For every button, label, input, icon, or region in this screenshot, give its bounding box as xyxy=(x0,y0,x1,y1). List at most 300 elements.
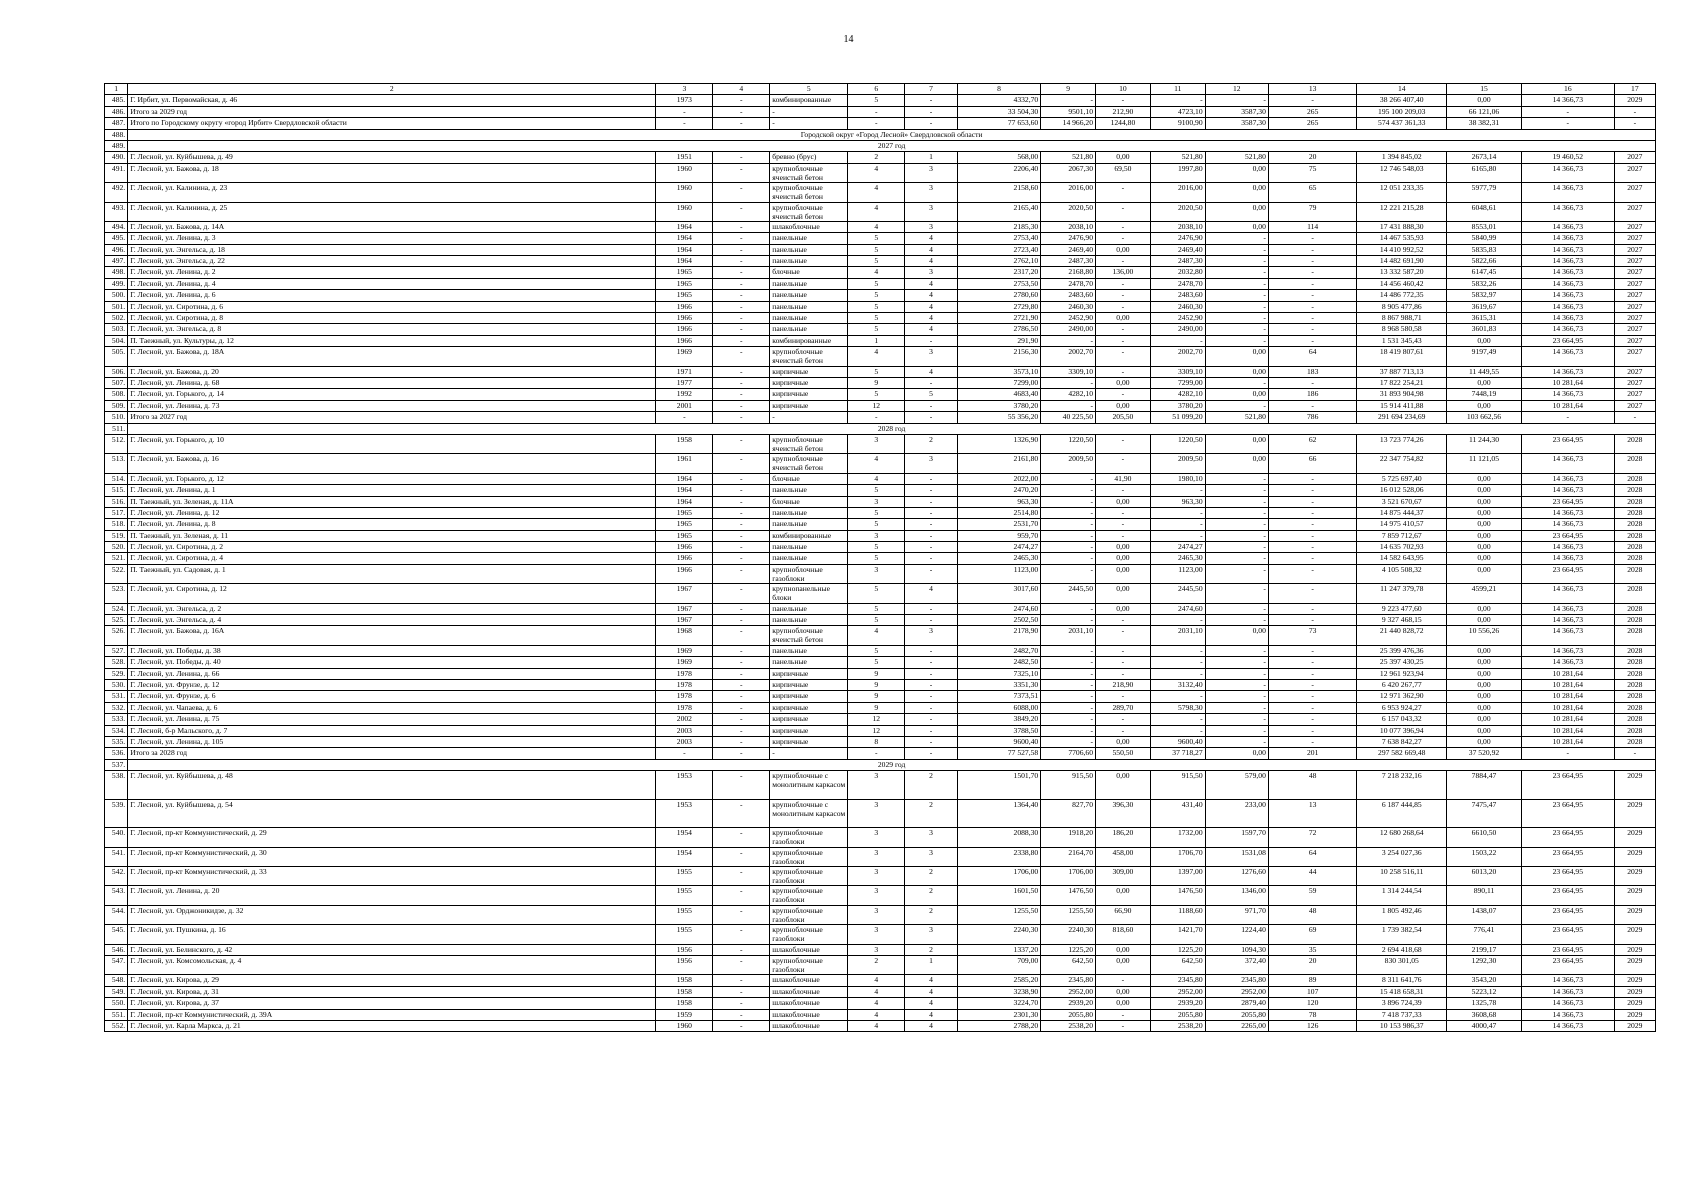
table-cell: - xyxy=(1268,256,1357,267)
table-cell: 59 xyxy=(1268,886,1357,905)
table-cell: кирпичные xyxy=(770,725,848,736)
row-number-cell: 519. xyxy=(105,530,128,541)
address-cell: Г. Лесной, ул. Куйбышева, д. 54 xyxy=(128,799,656,828)
table-cell: - xyxy=(713,542,770,553)
address-cell: Г. Лесной, ул. Ленина, д. 12 xyxy=(128,507,656,518)
table-cell: - xyxy=(713,347,770,366)
table-cell: 6 953 924,27 xyxy=(1357,702,1447,713)
table-cell: 3 xyxy=(848,799,905,828)
table-cell: 1094,30 xyxy=(1205,944,1268,955)
table-cell: 8553,01 xyxy=(1447,221,1522,232)
table-cell: 3238,90 xyxy=(957,986,1040,997)
table-cell: 2027 xyxy=(1614,301,1655,312)
table-cell: 4 xyxy=(905,1009,958,1020)
table-cell: - xyxy=(1041,473,1096,484)
table-cell: кирпичные xyxy=(770,668,848,679)
table-cell: 1969 xyxy=(656,657,713,668)
table-row xyxy=(105,944,1656,955)
table-cell: - xyxy=(713,603,770,614)
table-cell: 550,50 xyxy=(1096,748,1151,759)
address-cell: Г. Лесной, пр-кт Коммунистический, д. 29 xyxy=(128,828,656,847)
table-cell: 14 966,20 xyxy=(1041,118,1096,129)
address-cell: Г. Лесной, ул. Куйбышева, д. 49 xyxy=(128,152,656,163)
table-cell: 14 366,73 xyxy=(1521,553,1614,564)
table-cell: 2028 xyxy=(1614,626,1655,645)
table-cell: панельные xyxy=(770,615,848,626)
table-cell: 2029 xyxy=(1614,847,1655,866)
address-cell: Г. Лесной, ул. Комсомольская, д. 4 xyxy=(128,956,656,975)
column-number-cell: 10 xyxy=(1096,84,1151,95)
table-cell: 1438,07 xyxy=(1447,905,1522,924)
table-cell: 1326,90 xyxy=(957,434,1040,453)
table-cell: 2028 xyxy=(1614,519,1655,530)
table-cell: 0,00 xyxy=(1205,202,1268,221)
table-cell: 3849,20 xyxy=(957,714,1040,725)
row-number-cell: 491. xyxy=(105,163,128,182)
table-cell: 2029 xyxy=(1614,1009,1655,1020)
table-cell: 2474,60 xyxy=(1150,603,1205,614)
address-cell: Г. Лесной, ул. Кирова, д. 31 xyxy=(128,986,656,997)
table-cell: 0,00 xyxy=(1205,366,1268,377)
row-number-cell: 527. xyxy=(105,645,128,656)
address-cell: Г. Лесной, ул. Горького, д. 10 xyxy=(128,434,656,453)
table-cell: 6 157 043,32 xyxy=(1357,714,1447,725)
row-number-cell: 499. xyxy=(105,278,128,289)
table-cell: - xyxy=(713,485,770,496)
table-cell: 1188,60 xyxy=(1150,905,1205,924)
table-cell: 10 281,64 xyxy=(1521,736,1614,747)
table-cell: комбинированные xyxy=(770,95,848,106)
table-cell: - xyxy=(1150,657,1205,668)
table-cell: панельные xyxy=(770,256,848,267)
table-cell: 1958 xyxy=(656,998,713,1009)
table-cell: 0,00 xyxy=(1096,377,1151,388)
table-cell: 2490,00 xyxy=(1041,324,1096,335)
table-cell: - xyxy=(1096,485,1151,496)
table-cell: - xyxy=(1205,485,1268,496)
table-cell: - xyxy=(905,691,958,702)
row-number-cell: 509. xyxy=(105,400,128,411)
table-cell: 2027 xyxy=(1614,256,1655,267)
table-cell: 7 859 712,67 xyxy=(1357,530,1447,541)
table-row xyxy=(105,668,1656,679)
table-cell: 0,00 xyxy=(1096,886,1151,905)
table-cell: - xyxy=(713,106,770,117)
column-number-cell: 16 xyxy=(1521,84,1614,95)
table-cell: 1965 xyxy=(656,507,713,518)
table-cell: - xyxy=(1205,290,1268,301)
table-cell: 1337,20 xyxy=(957,944,1040,955)
table-row xyxy=(105,867,1656,886)
table-cell: 66,90 xyxy=(1096,905,1151,924)
table-cell: 1954 xyxy=(656,847,713,866)
table-cell: 6 420 267,77 xyxy=(1357,679,1447,690)
table-cell: 0,00 xyxy=(1096,771,1151,800)
table-cell: 183 xyxy=(1268,366,1357,377)
table-cell: 2028 xyxy=(1614,702,1655,713)
table-cell: 7299,00 xyxy=(957,377,1040,388)
table-cell: 9501,10 xyxy=(1041,106,1096,117)
table-cell: 5 xyxy=(848,366,905,377)
table-cell: - xyxy=(713,905,770,924)
row-number-cell: 506. xyxy=(105,366,128,377)
table-cell: 5 xyxy=(848,553,905,564)
table-cell: 2031,10 xyxy=(1041,626,1096,645)
table-cell: шлакоблочные xyxy=(770,1009,848,1020)
table-cell: 2753,40 xyxy=(957,233,1040,244)
table-cell: 0,00 xyxy=(1096,553,1151,564)
table-cell: 3 xyxy=(848,944,905,955)
table-cell: 0,00 xyxy=(1447,95,1522,106)
table-cell: 10 258 516,11 xyxy=(1357,867,1447,886)
table-cell: 2027 xyxy=(1614,267,1655,278)
table-cell: - xyxy=(713,335,770,346)
table-cell: крупноблочные газоблоки xyxy=(770,956,848,975)
table-cell: 1220,50 xyxy=(1150,434,1205,453)
table-cell: 1966 xyxy=(656,542,713,553)
table-cell: 0,00 xyxy=(1096,244,1151,255)
table-cell: 14 456 460,42 xyxy=(1357,278,1447,289)
table-cell: 1706,70 xyxy=(1150,847,1205,866)
table-row xyxy=(105,679,1656,690)
table-cell: 48 xyxy=(1268,905,1357,924)
table-cell: - xyxy=(770,412,848,423)
table-row xyxy=(105,603,1656,614)
table-cell: 10 153 986,37 xyxy=(1357,1020,1447,1031)
table-cell: 458,00 xyxy=(1096,847,1151,866)
table-cell: 4 xyxy=(848,1009,905,1020)
table-row xyxy=(105,998,1656,1009)
row-number-cell: 488. xyxy=(105,129,128,140)
table-cell: 14 366,73 xyxy=(1521,584,1614,603)
table-cell: - xyxy=(1205,584,1268,603)
table-cell: - xyxy=(713,925,770,944)
table-cell: - xyxy=(1041,702,1096,713)
table-cell: - xyxy=(1205,507,1268,518)
table-cell: 1292,30 xyxy=(1447,956,1522,975)
table-cell: 2 694 418,68 xyxy=(1357,944,1447,955)
table-cell: 0,00 xyxy=(1205,626,1268,645)
table-cell: 2009,50 xyxy=(1150,454,1205,473)
table-cell: - xyxy=(1205,473,1268,484)
table-cell: 10 556,26 xyxy=(1447,626,1522,645)
table-cell: 186 xyxy=(1268,389,1357,400)
address-cell: Итого за 2028 год xyxy=(128,748,656,759)
row-number-cell: 492. xyxy=(105,183,128,202)
table-cell: 2345,80 xyxy=(1205,975,1268,986)
table-cell: 23 664,95 xyxy=(1521,496,1614,507)
table-cell: - xyxy=(1205,702,1268,713)
table-cell: 776,41 xyxy=(1447,925,1522,944)
table-row xyxy=(105,152,1656,163)
table-cell: 2317,20 xyxy=(957,267,1040,278)
table-cell: 186,20 xyxy=(1096,828,1151,847)
table-row xyxy=(105,530,1656,541)
table-cell: 2027 xyxy=(1614,335,1655,346)
table-cell: кирпичные xyxy=(770,400,848,411)
table-cell: 20 xyxy=(1268,956,1357,975)
address-cell: Г. Лесной, ул. Ленина, д. 75 xyxy=(128,714,656,725)
table-cell: шлакоблочные xyxy=(770,944,848,955)
table-row xyxy=(105,454,1656,473)
table-cell: 2 xyxy=(905,886,958,905)
table-cell: - xyxy=(1150,691,1205,702)
table-cell: - xyxy=(713,986,770,997)
table-cell: - xyxy=(713,267,770,278)
table-cell: 1397,00 xyxy=(1150,867,1205,886)
table-cell: - xyxy=(905,714,958,725)
table-cell: 23 664,95 xyxy=(1521,956,1614,975)
table-cell: 3017,60 xyxy=(957,584,1040,603)
table-cell: 827,70 xyxy=(1041,799,1096,828)
table-cell: 3 xyxy=(848,564,905,583)
column-number-cell: 4 xyxy=(713,84,770,95)
table-cell: крупноблочные газоблоки xyxy=(770,925,848,944)
table-cell: 0,00 xyxy=(1096,496,1151,507)
table-cell: - xyxy=(1041,507,1096,518)
table-cell: - xyxy=(1150,615,1205,626)
table-cell: 107 xyxy=(1268,986,1357,997)
table-cell: 4 xyxy=(905,324,958,335)
table-cell: 14 366,73 xyxy=(1521,324,1614,335)
table-cell: - xyxy=(656,412,713,423)
row-number-cell: 521. xyxy=(105,553,128,564)
table-cell: 5 xyxy=(848,657,905,668)
table-cell: 2 xyxy=(905,799,958,828)
table-cell: 1 739 382,54 xyxy=(1357,925,1447,944)
table-cell: 3132,40 xyxy=(1150,679,1205,690)
table-cell: - xyxy=(905,106,958,117)
table-cell: 14 366,73 xyxy=(1521,615,1614,626)
table-cell: 4 xyxy=(848,221,905,232)
table-cell: 3309,10 xyxy=(1041,366,1096,377)
total-row xyxy=(105,118,1656,129)
table-cell: 521,80 xyxy=(1041,152,1096,163)
column-number-cell: 17 xyxy=(1614,84,1655,95)
table-cell: - xyxy=(1041,95,1096,106)
table-row xyxy=(105,244,1656,255)
table-cell: - xyxy=(905,603,958,614)
table-cell: 5832,97 xyxy=(1447,290,1522,301)
table-cell: 2445,50 xyxy=(1041,584,1096,603)
row-number-cell: 540. xyxy=(105,828,128,847)
table-cell: - xyxy=(656,748,713,759)
table-cell: 0,00 xyxy=(1447,725,1522,736)
table-cell: 0,00 xyxy=(1447,377,1522,388)
table-cell: 0,00 xyxy=(1447,645,1522,656)
table-cell: 13 xyxy=(1268,799,1357,828)
table-cell: - xyxy=(713,691,770,702)
table-cell: 3 xyxy=(848,847,905,866)
table-cell: - xyxy=(1205,542,1268,553)
table-cell: 2780,60 xyxy=(957,290,1040,301)
table-cell: 201 xyxy=(1268,748,1357,759)
table-cell: 9197,49 xyxy=(1447,347,1522,366)
table-cell: 1964 xyxy=(656,221,713,232)
table-cell: панельные xyxy=(770,233,848,244)
row-number-cell: 494. xyxy=(105,221,128,232)
address-cell: Г. Лесной, ул. Горького, д. 14 xyxy=(128,389,656,400)
table-cell: - xyxy=(713,668,770,679)
table-cell: 4 xyxy=(905,301,958,312)
table-cell: 2029 xyxy=(1614,828,1655,847)
table-cell: 3 xyxy=(905,267,958,278)
table-cell: 15 914 411,88 xyxy=(1357,400,1447,411)
table-cell: 2514,80 xyxy=(957,507,1040,518)
table-cell: - xyxy=(713,366,770,377)
table-cell: - xyxy=(1205,668,1268,679)
table-cell: 2027 xyxy=(1614,290,1655,301)
table-cell: 65 xyxy=(1268,183,1357,202)
row-number-cell: 500. xyxy=(105,290,128,301)
table-cell: - xyxy=(713,221,770,232)
address-cell: Г. Лесной, ул. Ленина, д. 73 xyxy=(128,400,656,411)
table-cell: 291,90 xyxy=(957,335,1040,346)
table-cell: - xyxy=(713,412,770,423)
table-cell: 212,90 xyxy=(1096,106,1151,117)
table-cell: - xyxy=(1205,691,1268,702)
table-cell: - xyxy=(1096,290,1151,301)
table-cell: - xyxy=(1521,412,1614,423)
table-row xyxy=(105,519,1656,530)
table-cell: крупноблочные ячеистый бетон xyxy=(770,163,848,182)
table-cell: 2027 xyxy=(1614,152,1655,163)
table-cell: 2753,50 xyxy=(957,278,1040,289)
table-cell: 73 xyxy=(1268,626,1357,645)
address-cell: Г. Лесной, ул. Кирова, д. 37 xyxy=(128,998,656,1009)
table-cell: 10 281,64 xyxy=(1521,668,1614,679)
section-row xyxy=(105,129,1656,140)
table-cell: 1964 xyxy=(656,256,713,267)
row-number-cell: 544. xyxy=(105,905,128,924)
address-cell: Г. Лесной, ул. Ленина, д. 2 xyxy=(128,267,656,278)
table-cell: 31 893 904,98 xyxy=(1357,389,1447,400)
table-cell: - xyxy=(905,485,958,496)
table-cell: 2445,50 xyxy=(1150,584,1205,603)
row-number-cell: 526. xyxy=(105,626,128,645)
page-number: 14 xyxy=(843,34,854,45)
table-cell: - xyxy=(713,290,770,301)
table-cell: 521,80 xyxy=(1205,152,1268,163)
column-number-cell: 15 xyxy=(1447,84,1522,95)
table-row xyxy=(105,366,1656,377)
table-cell: 2028 xyxy=(1614,603,1655,614)
table-cell: - xyxy=(1614,412,1655,423)
table-cell: 2038,10 xyxy=(1150,221,1205,232)
table-cell: 3 xyxy=(905,202,958,221)
table-cell: - xyxy=(1096,335,1151,346)
address-cell: Г. Лесной, ул. Бажова, д. 16А xyxy=(128,626,656,645)
table-cell: 2028 xyxy=(1614,530,1655,541)
row-number-cell: 516. xyxy=(105,496,128,507)
table-cell: 1255,50 xyxy=(957,905,1040,924)
table-cell: 1325,78 xyxy=(1447,998,1522,1009)
column-number-cell: 9 xyxy=(1041,84,1096,95)
table-cell: 2028 xyxy=(1614,507,1655,518)
table-cell: - xyxy=(848,118,905,129)
address-cell: Г. Лесной, ул. Карла Маркса, д. 21 xyxy=(128,1020,656,1031)
table-cell: 2531,70 xyxy=(957,519,1040,530)
table-cell: 2 xyxy=(848,956,905,975)
table-cell: крупноблочные газоблоки xyxy=(770,886,848,905)
table-cell: 1244,80 xyxy=(1096,118,1151,129)
table-cell: - xyxy=(1150,714,1205,725)
table-cell: 1966 xyxy=(656,564,713,583)
table-cell: 1955 xyxy=(656,886,713,905)
table-cell: 1601,50 xyxy=(957,886,1040,905)
table-cell: 1956 xyxy=(656,944,713,955)
table-cell: - xyxy=(1268,507,1357,518)
table-cell: - xyxy=(848,412,905,423)
row-number-cell: 551. xyxy=(105,1009,128,1020)
table-cell: 0,00 xyxy=(1096,564,1151,583)
address-cell: Г. Лесной, ул. Победы, д. 40 xyxy=(128,657,656,668)
table-cell: - xyxy=(713,847,770,866)
table-cell: шлакоблочные xyxy=(770,998,848,1009)
table-cell: 5 725 697,40 xyxy=(1357,473,1447,484)
table-cell: 62 xyxy=(1268,434,1357,453)
table-cell: 4 xyxy=(905,998,958,1009)
table-cell: 1960 xyxy=(656,1020,713,1031)
table-cell: 2240,30 xyxy=(1041,925,1096,944)
address-cell: Г. Лесной, ул. Энгельса, д. 4 xyxy=(128,615,656,626)
table-cell: - xyxy=(1205,725,1268,736)
table-cell: панельные xyxy=(770,278,848,289)
table-cell: - xyxy=(1096,256,1151,267)
table-cell: 6147,45 xyxy=(1447,267,1522,278)
table-cell: 2199,17 xyxy=(1447,944,1522,955)
table-cell: 1531,08 xyxy=(1205,847,1268,866)
table-cell: 1476,50 xyxy=(1041,886,1096,905)
table-cell: - xyxy=(656,118,713,129)
column-number-cell: 5 xyxy=(770,84,848,95)
table-cell: 14 410 992,52 xyxy=(1357,244,1447,255)
table-cell: - xyxy=(713,434,770,453)
address-cell: Г. Лесной, ул. Ленина, д. 6 xyxy=(128,290,656,301)
table-row xyxy=(105,313,1656,324)
table-cell: 1123,00 xyxy=(957,564,1040,583)
table-cell: 2470,20 xyxy=(957,485,1040,496)
table-cell: - xyxy=(1205,301,1268,312)
table-cell: 12 xyxy=(848,725,905,736)
table-cell: 8 905 477,86 xyxy=(1357,301,1447,312)
table-cell: 2469,40 xyxy=(1150,244,1205,255)
table-cell: 20 xyxy=(1268,152,1357,163)
table-cell: 2482,50 xyxy=(957,657,1040,668)
table-cell: 2206,40 xyxy=(957,163,1040,182)
table-cell: кирпичные xyxy=(770,366,848,377)
table-cell: 2 xyxy=(905,867,958,886)
table-cell: 89 xyxy=(1268,975,1357,986)
table-cell: 0,00 xyxy=(1447,335,1522,346)
table-cell: - xyxy=(1096,301,1151,312)
table-cell: 2009,50 xyxy=(1041,454,1096,473)
table-cell: - xyxy=(713,389,770,400)
table-cell: 3 xyxy=(848,886,905,905)
table-cell: - xyxy=(1205,278,1268,289)
table-cell: 0,00 xyxy=(1096,736,1151,747)
table-cell: 4 xyxy=(905,233,958,244)
table-cell: 78 xyxy=(1268,1009,1357,1020)
table-cell: 2028 xyxy=(1614,725,1655,736)
table-cell: 0,00 xyxy=(1205,347,1268,366)
row-number-cell: 496. xyxy=(105,244,128,255)
table-cell: 10 281,64 xyxy=(1521,691,1614,702)
row-number-cell: 542. xyxy=(105,867,128,886)
row-number-cell: 532. xyxy=(105,702,128,713)
row-number-cell: 552. xyxy=(105,1020,128,1031)
table-cell: 10 281,64 xyxy=(1521,679,1614,690)
